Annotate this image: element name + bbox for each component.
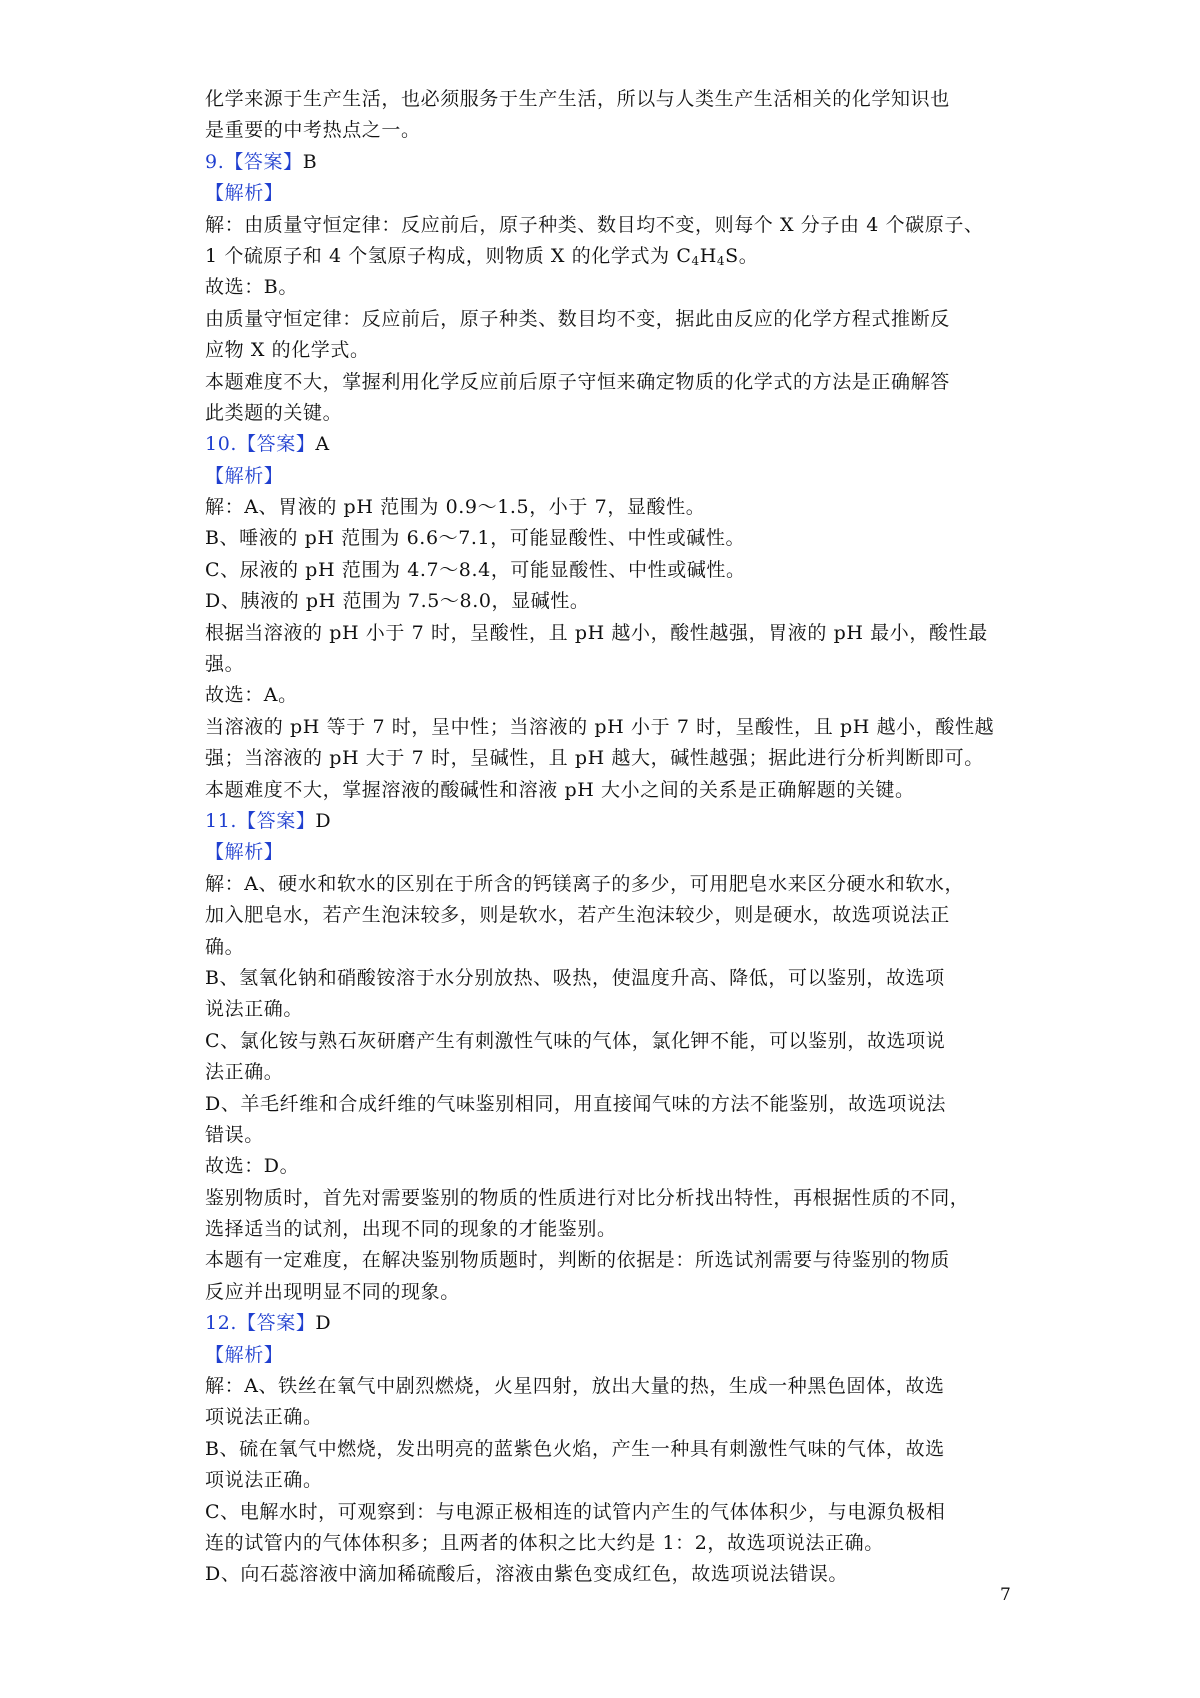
q11-line-6: C、氯化铵与熟石灰研磨产生有刺激性气味的气体，氯化钾不能，可以鉴别，故选项说 — [205, 1029, 946, 1052]
q9-analysis-tag: 【解析】 — [205, 182, 284, 205]
page-number: 7 — [1000, 1585, 1011, 1605]
q12-answer-line — [205, 1308, 1005, 1339]
q9-line-1: 解：由质量守恒定律：反应前后，原子种类、数目均不变，则每个 X 分子由 4 个碳原子、 — [205, 213, 984, 236]
q11-line-4: B、氢氧化钠和硝酸铵溶于水分别放热、吸热，使温度升高、降低，可以鉴别，故选项 — [205, 966, 945, 989]
q11-analysis-tag: 【解析】 — [205, 841, 284, 864]
q9-line-5: 本题难度不大，掌握利用化学反应前后原子守恒来确定物质的化学式的方法是正确解答 — [205, 370, 950, 393]
q9-line-2: 故选：B。 — [205, 276, 298, 299]
q10-answer-line — [205, 429, 1005, 460]
q10-line-1: 解：A、胃液的 pH 范围为 0.9～1.5，小于 7，显酸性。 — [205, 496, 706, 519]
q10-line-9: 强；当溶液的 pH 大于 7 时，呈碱性，且 pH 越大，碱性越强；据此进行分析判断即可。 — [205, 747, 984, 770]
q11-line-12: 选择适当的试剂，出现不同的现象的才能鉴别。 — [205, 1218, 617, 1241]
q10-line-7: 故选：A。 — [205, 684, 298, 707]
q11-line-10: 故选：D。 — [205, 1155, 300, 1178]
q10-line-8: 当溶液的 pH 等于 7 时，呈中性；当溶液的 pH 小于 7 时，呈酸性，且 pH 越小，酸性越 — [205, 715, 995, 738]
q9-formula-sub1: 4 — [691, 253, 700, 268]
q10-line-2: B、唾液的 pH 范围为 6.6～7.1，可能显酸性、中性或碱性。 — [205, 527, 746, 550]
q12-line-2: 项说法正确。 — [205, 1406, 323, 1429]
q10-answer-value: A — [315, 433, 330, 456]
q10-line-10: 本题难度不大，掌握溶液的酸碱性和溶液 pH 大小之间的关系是正确解题的关键。 — [205, 778, 915, 801]
q11-line-11: 鉴别物质时，首先对需要鉴别的物质的性质进行对比分析找出特性，再根据性质的不同， — [205, 1186, 970, 1209]
q9-formula-sub2: 4 — [716, 253, 726, 268]
q11-line-5: 说法正确。 — [205, 998, 304, 1021]
q11-line-3: 确。 — [205, 935, 245, 958]
q11-line-14: 反应并出现明显不同的现象。 — [205, 1280, 460, 1303]
q9-line-3: 由质量守恒定律：反应前后，原子种类、数目均不变，据此由反应的化学方程式推断反 — [205, 307, 950, 330]
q11-line-9: 错误。 — [205, 1123, 264, 1146]
q11-answer-tag: 11.【答案】 — [205, 809, 316, 832]
q12-line-4: 项说法正确。 — [205, 1469, 323, 1492]
q9-line-4: 应物 X 的化学式。 — [205, 339, 370, 362]
document-body — [205, 84, 1005, 1591]
q10-line-5: 根据当溶液的 pH 小于 7 时，呈酸性，且 pH 越小，酸性越强，胃液的 pH 最小，酸性最 — [205, 621, 988, 644]
q11-line-2: 加入肥皂水，若产生泡沫较多，则是软水，若产生泡沫较少，则是硬水，故选项说法正 — [205, 904, 950, 927]
q12-answer-tag: 12.【答案】 — [205, 1312, 316, 1335]
q12-line-3: B、硫在氧气中燃烧，发出明亮的蓝紫色火焰，产生一种具有刺激性气味的气体，故选 — [205, 1437, 945, 1460]
q9-answer-line — [205, 147, 1005, 178]
q12-line-7: D、向石蕊溶液中滴加稀硫酸后，溶液由紫色变成红色，故选项说法错误。 — [205, 1563, 849, 1586]
q12-answer-value: D — [315, 1312, 332, 1335]
q10-line-6: 强。 — [205, 653, 245, 676]
q9-answer-value: B — [302, 150, 318, 173]
q11-answer-line — [205, 806, 1005, 837]
q11-line-1: 解：A、硬水和软水的区别在于所含的钙镁离子的多少，可用肥皂水来区分硬水和软水， — [205, 872, 965, 895]
q11-line-13: 本题有一定难度，在解决鉴别物质题时，判断的依据是：所选试剂需要与待鉴别的物质 — [205, 1249, 950, 1272]
q9-formula-mid: H — [699, 244, 717, 267]
q12-line-6: 连的试管内的气体体积多；且两者的体积之比大约是 1：2，故选项说法正确。 — [205, 1531, 884, 1554]
q9-line-6: 此类题的关键。 — [205, 401, 343, 424]
q9-answer-tag: 9.【答案】 — [205, 150, 303, 173]
q9-formula-line — [205, 241, 1005, 272]
intro-line-1: 化学来源于生产生活，也必须服务于生产生活，所以与人类生产生活相关的化学知识也 — [205, 88, 950, 110]
q10-line-4: D、胰液的 pH 范围为 7.5～8.0，显碱性。 — [205, 590, 590, 613]
q10-answer-tag: 10.【答案】 — [205, 433, 316, 456]
q9-formula-end: S。 — [725, 244, 759, 267]
q10-analysis-tag: 【解析】 — [205, 464, 284, 487]
q12-line-1: 解：A、铁丝在氧气中剧烈燃烧，火星四射，放出大量的热，生成一种黑色固体，故选 — [205, 1375, 945, 1398]
intro-line-2: 是重要的中考热点之一。 — [205, 119, 421, 142]
q9-formula-prefix: 1 个硫原子和 4 个氢原子构成，则物质 X 的化学式为 C — [205, 244, 692, 267]
q12-line-5: C、电解水时，可观察到：与电源正极相连的试管内产生的气体体积少，与电源负极相 — [205, 1500, 946, 1523]
q11-line-7: 法正确。 — [205, 1061, 284, 1084]
q10-line-3: C、尿液的 pH 范围为 4.7～8.4，可能显酸性、中性或碱性。 — [205, 558, 746, 581]
q11-answer-value: D — [315, 809, 332, 832]
q12-analysis-tag: 【解析】 — [205, 1343, 284, 1366]
q11-line-8: D、羊毛纤维和合成纤维的气味鉴别相同，用直接闻气味的方法不能鉴别，故选项说法 — [205, 1092, 947, 1115]
